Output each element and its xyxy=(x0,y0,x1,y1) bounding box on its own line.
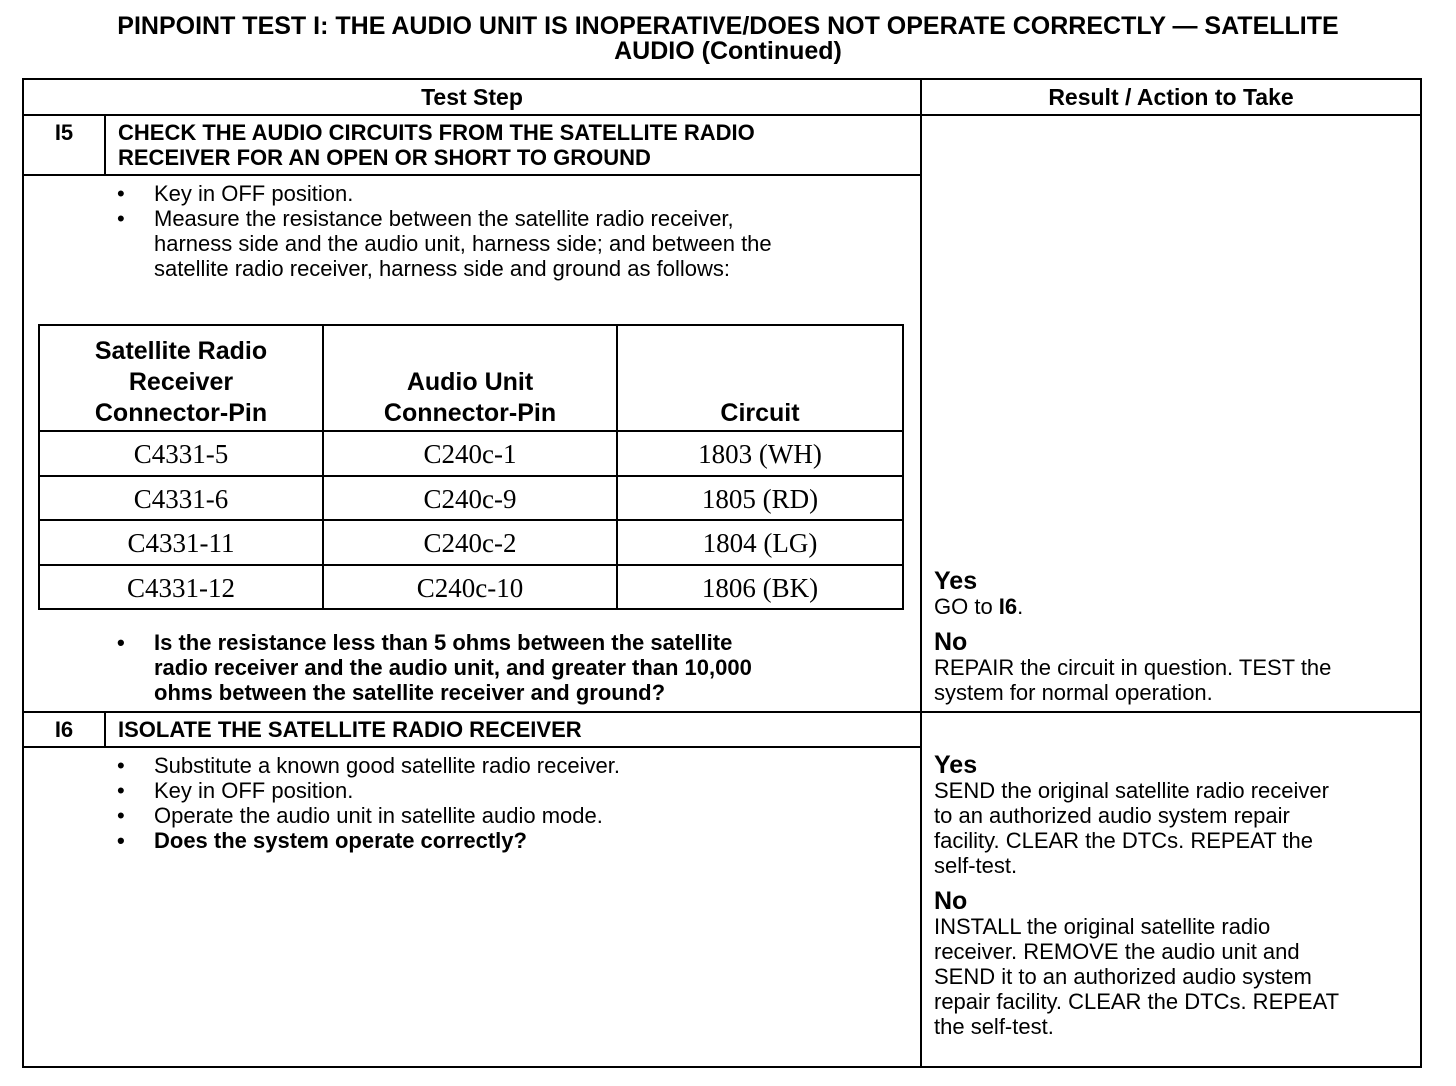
step-i5-title-line-2: RECEIVER FOR AN OPEN OR SHORT TO GROUND xyxy=(118,145,651,170)
step-i6-number: I6 xyxy=(54,717,74,742)
step-i5-yes-action: GO to I6. xyxy=(934,594,1024,619)
title-line-1: PINPOINT TEST I: THE AUDIO UNIT IS INOPERATIVE/DOES NOT OPERATE CORRECTLY — SATELLITE xyxy=(117,12,1339,40)
step-i5-question-item: • Is the resistance less than 5 ohms between the satellite radio receiver and the audio unit, and greater than 10,000 ohms between the satellite receiver and ground? xyxy=(117,630,907,705)
conn-row-3-circuit: 1804 (LG) xyxy=(702,528,818,558)
step-i6-question: • Does the system operate correctly? xyxy=(117,828,907,853)
step-i5-result-no xyxy=(934,629,1416,705)
step-i6-num-divider xyxy=(104,712,106,747)
step-i5-bullet-2: • Measure the resistance between the satellite radio receiver, harness side and the audio unit, harness side; and between the satellite radio receiver, harness side and ground as follows: xyxy=(117,206,907,281)
step-i5-no-action: REPAIR the circuit in question. TEST the system for normal operation. xyxy=(934,655,1332,705)
step-i6-no-action: INSTALL the original satellite radio receiver. REMOVE the audio unit and SEND it to an authorized audio system repair facility. CLEAR the DTCs. REPEAT the self-test. xyxy=(934,914,1340,1039)
title-line-2: AUDIO (Continued) xyxy=(614,37,842,65)
step-i5-number: I5 xyxy=(54,120,74,145)
conn-row-3-audio-pin: C240c-2 xyxy=(423,528,517,558)
conn-row-2-audio-pin: C240c-9 xyxy=(423,484,517,514)
step-i6-no-label: No xyxy=(934,887,968,915)
conn-row-1-circuit: 1803 (WH) xyxy=(698,439,822,469)
header-test-step: Test Step xyxy=(421,84,523,110)
conn-header-receiver-pin: Satellite Radio Receiver Connector-Pin xyxy=(94,337,268,427)
step-i5-title-line-1: CHECK THE AUDIO CIRCUITS FROM THE SATELLITE RADIO xyxy=(118,120,755,145)
step-i6-instructions xyxy=(117,753,907,853)
step-i5-question xyxy=(117,630,907,705)
step-i6-bullet-3: • Operate the audio unit in satellite audio mode. xyxy=(117,803,907,828)
conn-row-4-audio-pin: C240c-10 xyxy=(416,573,524,603)
step-i5-no-label: No xyxy=(934,628,968,656)
step-i5-title-rule xyxy=(23,174,921,176)
step-i6-bullet-1: • Substitute a known good satellite radio receiver. xyxy=(117,753,907,778)
conn-row-3-receiver-pin: C4331-11 xyxy=(127,528,235,558)
header-result: Result / Action to Take xyxy=(1048,84,1294,110)
step-i6-result-yes xyxy=(934,752,1416,878)
step-i6-link[interactable]: I6 xyxy=(998,594,1018,619)
step-i6-yes-label: Yes xyxy=(934,751,978,779)
conn-row-4-receiver-pin: C4331-12 xyxy=(127,573,235,603)
page-title xyxy=(0,14,1456,64)
step-i5-result-yes xyxy=(934,568,1416,619)
column-divider xyxy=(920,79,922,1067)
conn-header-circuit: Circuit xyxy=(720,399,800,427)
step-i5-bullet-1: • Key in OFF position. xyxy=(117,181,907,206)
step-i5-num-divider xyxy=(104,115,106,175)
step-i5-title xyxy=(118,120,908,170)
step-i6-yes-action: SEND the original satellite radio receiver to an authorized audio system repair facility. CLEAR the DTCs. REPEAT the self-test. xyxy=(934,778,1329,878)
conn-row-2-receiver-pin: C4331-6 xyxy=(133,484,229,514)
conn-row-4-circuit: 1806 (BK) xyxy=(701,573,819,603)
step-i6-title: ISOLATE THE SATELLITE RADIO RECEIVER xyxy=(118,717,582,742)
step-i5-yes-label: Yes xyxy=(934,567,978,595)
step-i5-instructions xyxy=(117,181,907,281)
conn-row-2-circuit: 1805 (RD) xyxy=(701,484,819,514)
step-i6-top-rule xyxy=(23,711,1421,713)
conn-header-audio-pin: Audio Unit Connector-Pin xyxy=(383,368,557,427)
conn-row-1-audio-pin: C240c-1 xyxy=(423,439,517,469)
step-i6-bullet-2: • Key in OFF position. xyxy=(117,778,907,803)
conn-row-1-receiver-pin: C4331-5 xyxy=(133,439,229,469)
header-rule xyxy=(23,114,1421,116)
step-i6-result-no xyxy=(934,888,1416,1039)
step-i6-title-rule xyxy=(23,746,921,748)
